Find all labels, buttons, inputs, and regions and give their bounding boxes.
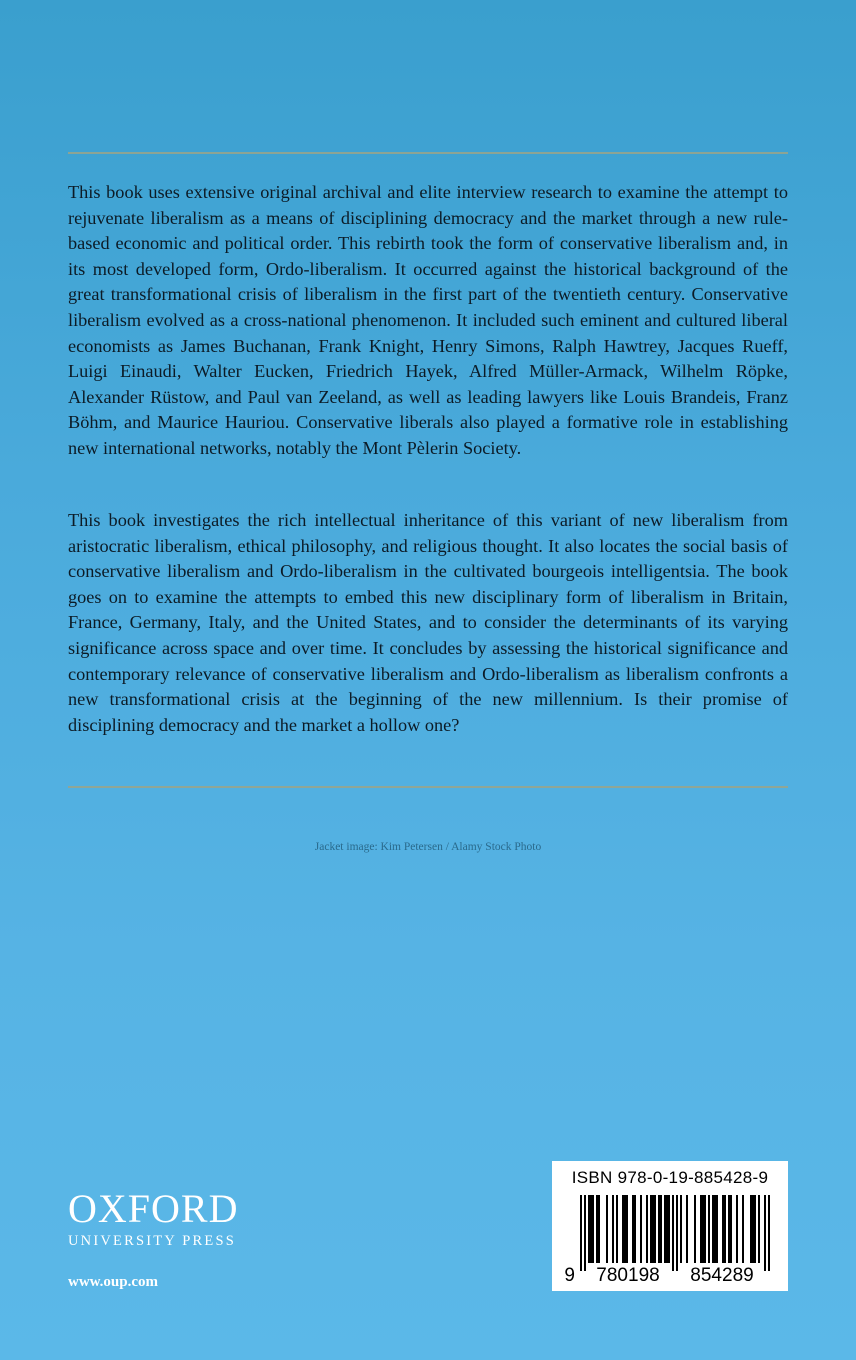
blurb-paragraph-2: This book investigates the rich intellectual inheritance of this variant of new liberalism from aristocratic liberalism, ethical philosophy, and religious thought. It also locates the social basis of conservative liberalism and Ordo-liberalism in the cultivated bourgeois intelligentsia. The book goes on to examine the attempts to embed this new disciplinary form of liberalism in Britain, France, Germany, Italy, and the United States, and to consider the determinants of its varying significance across space and over time. It concludes by assessing the historical significance and contemporary relevance of conservative liberalism and Ordo-liberalism as liberalism confronts a new transformational crisis at the beginning of the new millennium. Is their promise of disciplining democracy and the market a hollow one? (68, 510, 788, 735)
barcode-bar (632, 1195, 634, 1263)
barcode-bar (666, 1195, 668, 1263)
barcode-bar (676, 1195, 678, 1271)
barcode-bar (664, 1195, 666, 1263)
barcode-digits: 854289 (690, 1265, 754, 1286)
publisher-name: OXFORD (68, 1186, 239, 1231)
barcode-bar (686, 1195, 688, 1263)
barcode-bar (634, 1195, 636, 1263)
barcode-bar (612, 1195, 614, 1263)
barcode-bar (598, 1195, 600, 1263)
barcode-bar (742, 1195, 744, 1263)
barcode-bar (646, 1195, 648, 1263)
barcode-bar (580, 1195, 582, 1271)
barcode-bar (588, 1195, 590, 1263)
top-divider (68, 152, 788, 154)
barcode-bar (660, 1195, 662, 1263)
barcode-bar (768, 1195, 770, 1271)
barcode-bar (668, 1195, 670, 1263)
barcode-bar (624, 1195, 626, 1263)
isbn-barcode (552, 1161, 788, 1291)
barcode-digits: 9 (564, 1265, 575, 1286)
barcode-bar (750, 1195, 752, 1263)
barcode-bar (590, 1195, 592, 1263)
barcode-bar (712, 1195, 714, 1263)
barcode-bar (650, 1195, 652, 1263)
barcode-bar (654, 1195, 656, 1263)
barcode-bar (728, 1195, 730, 1263)
barcode-graphic (552, 1161, 788, 1291)
barcode-bar (584, 1195, 586, 1271)
barcode-bar (680, 1195, 682, 1263)
barcode-bar (724, 1195, 726, 1263)
publisher-logo (68, 1188, 238, 1250)
barcode-bar (626, 1195, 628, 1263)
jacket-image-credit: Jacket image: Kim Petersen / Alamy Stock Photo (314, 841, 542, 853)
barcode-bar (730, 1195, 732, 1263)
barcode-bar (658, 1195, 660, 1263)
barcode-bar (616, 1195, 618, 1263)
barcode-bar (758, 1195, 760, 1263)
barcode-bar (722, 1195, 724, 1263)
publisher-url[interactable]: www.oup.com (68, 1274, 159, 1290)
isbn-label: ISBN 978-0-19-885428-9 (571, 1168, 769, 1187)
barcode-bar (672, 1195, 674, 1271)
barcode-digits: 780198 (596, 1265, 660, 1286)
barcode-bar (754, 1195, 756, 1263)
barcode-bar (622, 1195, 624, 1263)
barcode-bar (764, 1195, 766, 1271)
barcode-bar (606, 1195, 608, 1263)
barcode-bar (700, 1195, 702, 1263)
barcode-bar (714, 1195, 716, 1263)
barcode-bar (640, 1195, 642, 1263)
barcode-bar (702, 1195, 704, 1263)
bottom-divider (68, 786, 788, 788)
barcode-bar (694, 1195, 696, 1263)
barcode-bar (708, 1195, 710, 1263)
barcode-bar (596, 1195, 598, 1263)
barcode-bar (592, 1195, 594, 1263)
blurb-paragraph-1: This book uses extensive original archival and elite interview research to examine the attempt to rejuvenate liberalism as a means of disciplining democracy and the market through a new rule-based economic and political order. This rebirth took the form of conservative liberalism and, in its most developed form, Ordo-liberalism. It occurred against the historical background of the great transformational crisis of liberalism in the first part of the twentieth century. Conservative liberalism evolved as a cross-national phenomenon. It included such eminent and cultured liberal economists as James Buchanan, Frank Knight, Henry Simons, Ralph Hawtrey, Jacques Rueff, Luigi Einaudi, Walter Eucken, Friedrich Hayek, Alfred Müller-Armack, Wilhelm Röpke, Alexander Rüstow, and Paul van Zeeland, as well as leading lawyers like Louis Brandeis, Franz Böhm, and Maurice Hauriou. Conservative liberals also played a formative role in establishing new international networks, notably the Mont Pèlerin Society. (68, 182, 788, 458)
barcode-bar (716, 1195, 718, 1263)
publisher-subtitle: UNIVERSITY PRESS (68, 1233, 237, 1249)
barcode-bar (652, 1195, 654, 1263)
barcode-bar (752, 1195, 754, 1263)
barcode-bar (704, 1195, 706, 1263)
barcode-bar (736, 1195, 738, 1263)
